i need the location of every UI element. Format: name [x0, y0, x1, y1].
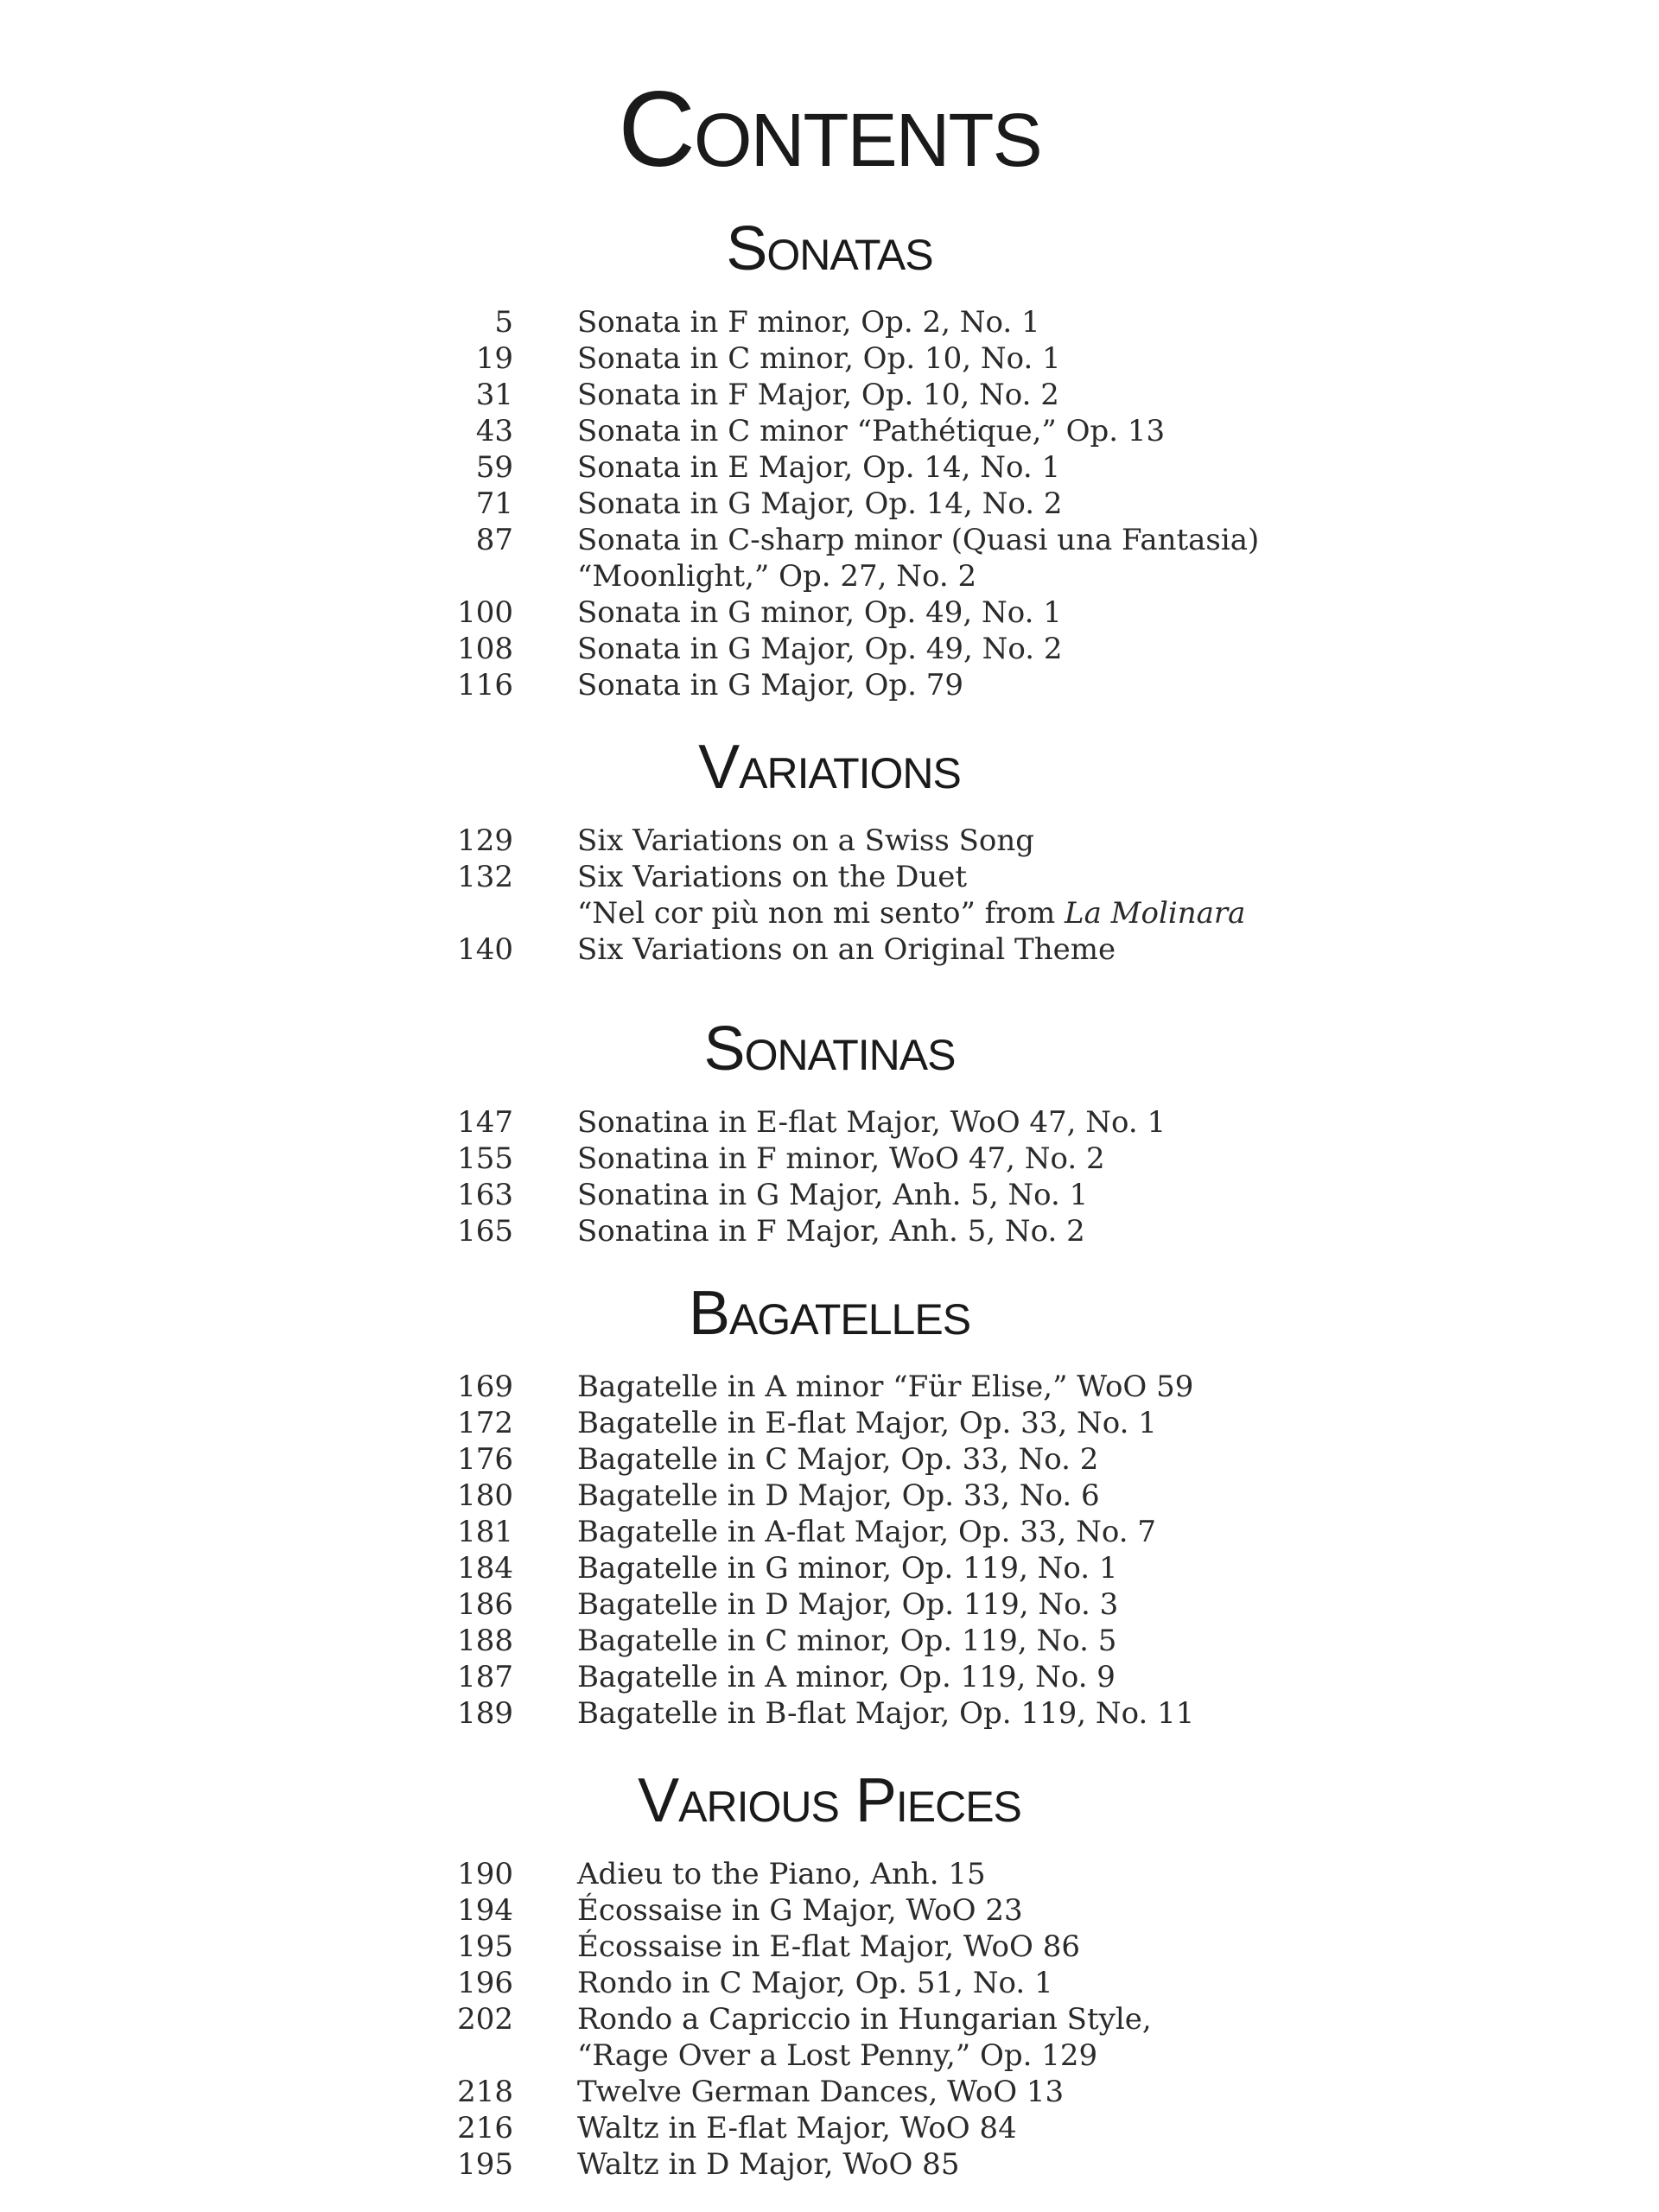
entry-list	[0, 1369, 1659, 1732]
toc-entry[interactable]	[0, 304, 1659, 340]
section-bagatelles	[0, 1279, 1659, 1732]
entry-title: Sonata in E Major, Op. 14, No. 1	[577, 450, 1061, 485]
entry-title: Rondo in C Major, Op. 51, No. 1	[577, 1966, 1053, 2000]
entry-title: Sonata in G Major, Op. 14, No. 2	[577, 486, 1063, 521]
entry-title: Waltz in E-flat Major, WoO 84	[577, 2111, 1017, 2145]
section-heading: Bagatelles	[688, 1279, 971, 1348]
page-number: 186	[457, 1587, 513, 1622]
toc-entry[interactable]	[0, 1441, 1659, 1478]
toc-entry[interactable]	[0, 1929, 1659, 1965]
entry-title-line: Sonata in C-sharp minor (Quasi una Fantasia)	[577, 523, 1260, 557]
page-number: 31	[475, 378, 513, 412]
toc-entry[interactable]	[0, 377, 1659, 413]
entry-title	[577, 859, 1245, 931]
page-number: 165	[457, 1214, 513, 1249]
entry-title-line: “Moonlight,” Op. 27, No. 2	[577, 559, 977, 594]
entry-title: Sonata in C minor, Op. 10, No. 1	[577, 341, 1061, 376]
toc-entry[interactable]	[0, 340, 1659, 377]
page-number: 100	[457, 595, 513, 630]
toc-entry[interactable]	[0, 1104, 1659, 1141]
entry-title: Bagatelle in C minor, Op. 119, No. 5	[577, 1624, 1117, 1658]
page-number: 184	[457, 1551, 513, 1586]
toc-entry[interactable]	[0, 1369, 1659, 1405]
entry-title	[577, 522, 1259, 594]
entry-title: Bagatelle in B-flat Major, Op. 119, No. 11	[577, 1696, 1195, 1731]
entry-title-line: “Rage Over a Lost Penny,” Op. 129	[577, 2038, 1098, 2073]
page-number: 116	[457, 668, 513, 702]
toc-entry[interactable]	[0, 1659, 1659, 1695]
toc-entry[interactable]	[0, 449, 1659, 486]
toc-entry[interactable]	[0, 1478, 1659, 1514]
toc-entry[interactable]	[0, 667, 1659, 703]
page-number: 180	[457, 1478, 513, 1513]
entry-title: Sonata in G minor, Op. 49, No. 1	[577, 595, 1062, 630]
entry-title-line: Rondo a Capriccio in Hungarian Style,	[577, 2002, 1152, 2037]
toc-entry[interactable]	[0, 1213, 1659, 1249]
entry-title: Sonatina in E-flat Major, WoO 47, No. 1	[577, 1105, 1166, 1140]
page-number: 132	[457, 860, 513, 894]
entry-list	[0, 1104, 1659, 1249]
page-number: 176	[457, 1442, 513, 1477]
toc-entry[interactable]	[0, 1141, 1659, 1177]
page-number: 71	[475, 486, 513, 521]
entry-title: Sonata in F Major, Op. 10, No. 2	[577, 378, 1059, 412]
entry-title	[577, 2001, 1152, 2074]
toc-entry[interactable]	[0, 1586, 1659, 1623]
toc-entry[interactable]	[0, 1892, 1659, 1929]
page-number: 147	[457, 1105, 513, 1140]
toc-entry[interactable]	[0, 859, 1659, 931]
toc-entry[interactable]	[0, 1856, 1659, 1892]
page-number: 190	[457, 1857, 513, 1891]
entry-title: Six Variations on a Swiss Song	[577, 823, 1035, 858]
toc-entry[interactable]	[0, 631, 1659, 667]
entry-list	[0, 1856, 1659, 2183]
section-heading: Sonatas	[726, 214, 933, 283]
entry-title: Écossaise in E-flat Major, WoO 86	[577, 1929, 1080, 1964]
entry-list	[0, 304, 1659, 703]
section-variations	[0, 733, 1659, 968]
entry-title: Sonata in F minor, Op. 2, No. 1	[577, 305, 1040, 340]
page-number: 43	[475, 414, 513, 448]
page-number: 195	[457, 1929, 513, 1964]
page-number: 188	[457, 1624, 513, 1658]
entry-title: Twelve German Dances, WoO 13	[577, 2075, 1065, 2109]
page-number: 194	[457, 1893, 513, 1928]
toc-entry[interactable]	[0, 522, 1659, 594]
page-number: 196	[457, 1966, 513, 2000]
toc-entry[interactable]	[0, 823, 1659, 859]
page-number: 140	[457, 932, 513, 967]
entry-title: Adieu to the Piano, Anh. 15	[577, 1857, 986, 1891]
entry-title: Six Variations on an Original Theme	[577, 932, 1116, 967]
page-number: 181	[457, 1515, 513, 1549]
toc-entry[interactable]	[0, 594, 1659, 631]
entry-title: Bagatelle in A minor, Op. 119, No. 9	[577, 1660, 1116, 1694]
entry-title: Bagatelle in A minor “Für Elise,” WoO 59	[577, 1370, 1194, 1404]
entry-title: Sonatina in G Major, Anh. 5, No. 1	[577, 1178, 1089, 1212]
toc-entry[interactable]	[0, 1550, 1659, 1586]
toc-entry[interactable]	[0, 2074, 1659, 2110]
page-title: Contents	[618, 70, 1041, 189]
page-number: 172	[457, 1406, 513, 1440]
page-number: 19	[475, 341, 513, 376]
entry-title: Bagatelle in D Major, Op. 119, No. 3	[577, 1587, 1119, 1622]
entry-list	[0, 823, 1659, 968]
page-number: 187	[457, 1660, 513, 1694]
section-heading: Sonatinas	[703, 1014, 956, 1084]
section-sonatinas	[0, 1014, 1659, 1249]
toc-entry[interactable]	[0, 2146, 1659, 2183]
toc-entry[interactable]	[0, 931, 1659, 968]
page-number: 108	[457, 632, 513, 666]
entry-title-line	[577, 895, 1245, 931]
page-number: 216	[457, 2111, 513, 2145]
entry-title: Sonata in G Major, Op. 79	[577, 668, 963, 702]
page-number: 169	[457, 1370, 513, 1404]
entry-title-line: Six Variations on the Duet	[577, 860, 968, 894]
toc-entry[interactable]	[0, 1177, 1659, 1213]
entry-title: Waltz in D Major, WoO 85	[577, 2147, 960, 2182]
page-number: 195	[457, 2147, 513, 2182]
entry-title: Sonatina in F minor, WoO 47, No. 2	[577, 1141, 1105, 1176]
entry-title: Bagatelle in E-flat Major, Op. 33, No. 1	[577, 1406, 1157, 1440]
toc-entry[interactable]	[0, 2001, 1659, 2074]
page-number: 202	[457, 2002, 513, 2037]
entry-title-text: “Nel cor più non mi sento” from	[577, 896, 1056, 931]
toc-entry[interactable]	[0, 1623, 1659, 1659]
toc-entry[interactable]	[0, 1965, 1659, 2001]
toc-entry[interactable]	[0, 1514, 1659, 1550]
section-various-pieces	[0, 1766, 1659, 2183]
page-number: 129	[457, 823, 513, 858]
page-number: 218	[457, 2075, 513, 2109]
opera-title: La Molinara	[1065, 896, 1246, 931]
entry-title: Bagatelle in A-flat Major, Op. 33, No. 7	[577, 1515, 1157, 1549]
page-number: 59	[475, 450, 513, 485]
page-number: 87	[475, 523, 513, 557]
entry-title: Sonatina in F Major, Anh. 5, No. 2	[577, 1214, 1085, 1249]
page-number: 163	[457, 1178, 513, 1212]
toc-entry[interactable]	[0, 1695, 1659, 1732]
section-heading: Variations	[698, 733, 961, 802]
page-number: 5	[494, 305, 513, 340]
section-sonatas	[0, 214, 1659, 703]
entry-title: Sonata in C minor “Pathétique,” Op. 13	[577, 414, 1166, 448]
entry-title: Bagatelle in G minor, Op. 119, No. 1	[577, 1551, 1118, 1586]
entry-title: Sonata in G Major, Op. 49, No. 2	[577, 632, 1063, 666]
toc-entry[interactable]	[0, 1405, 1659, 1441]
toc-entry[interactable]	[0, 413, 1659, 449]
entry-title: Bagatelle in D Major, Op. 33, No. 6	[577, 1478, 1100, 1513]
entry-title: Écossaise in G Major, WoO 23	[577, 1893, 1023, 1928]
section-heading: Various Pieces	[638, 1766, 1021, 1835]
entry-title: Bagatelle in C Major, Op. 33, No. 2	[577, 1442, 1099, 1477]
page-number: 189	[457, 1696, 513, 1731]
page-number: 155	[457, 1141, 513, 1176]
toc-entry[interactable]	[0, 486, 1659, 522]
toc-entry[interactable]	[0, 2110, 1659, 2146]
